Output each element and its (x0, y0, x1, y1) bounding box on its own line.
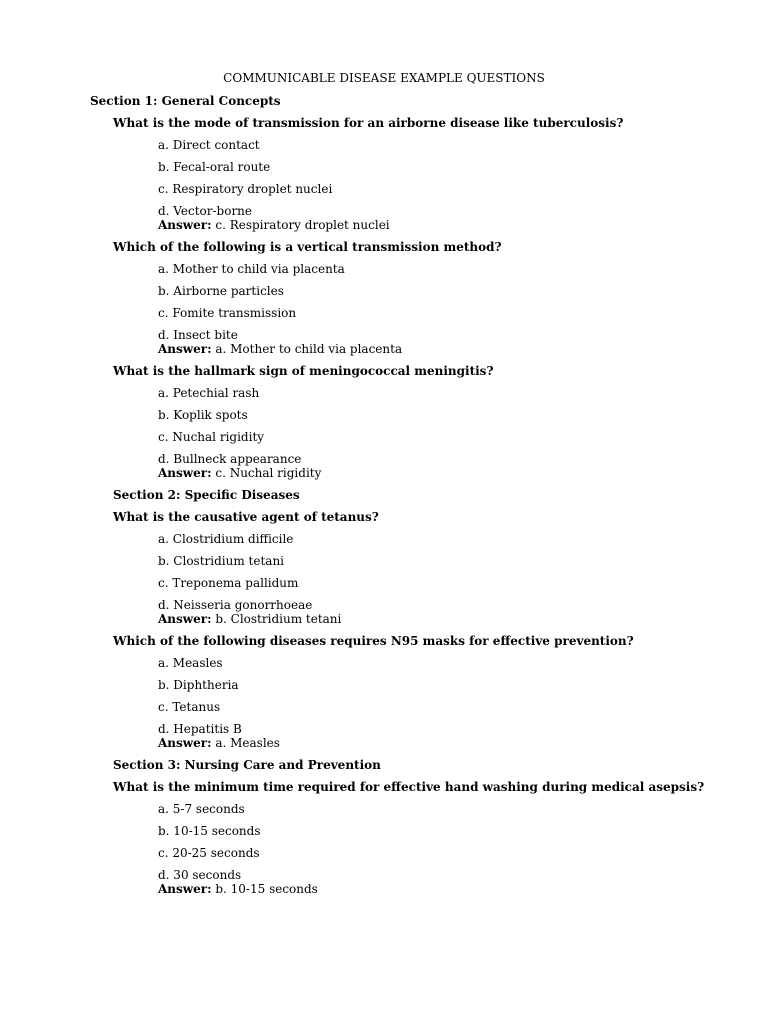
option-a: a. Measles (158, 656, 223, 670)
answer-value: c. Respiratory droplet nuclei (215, 218, 390, 232)
question-text: What is the causative agent of tetanus? (113, 510, 379, 524)
answer-label: Answer: (158, 882, 212, 896)
option-a: a. Direct contact (158, 138, 260, 152)
answer-line (158, 882, 318, 896)
answer-label: Answer: (158, 218, 212, 232)
option-c: c. Fomite transmission (158, 306, 297, 320)
answer-label: Answer: (158, 342, 212, 356)
option-d: d. Bullneck appearance (158, 452, 302, 466)
option-b: b. Diphtheria (158, 678, 239, 692)
option-d: d. Neisseria gonorrhoeae (158, 598, 313, 612)
option-c: c. Tetanus (158, 700, 221, 714)
answer-value: a. Mother to child via placenta (215, 342, 403, 356)
question-text: Which of the following is a vertical transmission method? (113, 240, 502, 254)
option-c: c. 20-25 seconds (158, 846, 260, 860)
option-b: b. Fecal-oral route (158, 160, 271, 174)
option-a: a. Clostridium difficile (158, 532, 294, 546)
answer-line (158, 466, 321, 480)
option-d: d. Hepatitis B (158, 722, 242, 736)
option-c: c. Respiratory droplet nuclei (158, 182, 333, 196)
answer-line (158, 218, 390, 232)
option-d: d. Vector-borne (158, 204, 253, 218)
option-d: d. 30 seconds (158, 868, 242, 882)
answer-value: c. Nuchal rigidity (215, 466, 322, 480)
section-heading: Section 2: Specific Diseases (113, 488, 300, 502)
question-text: Which of the following diseases requires N95 masks for effective prevention? (113, 634, 634, 648)
option-a: a. Petechial rash (158, 386, 260, 400)
option-a: a. Mother to child via placenta (158, 262, 345, 276)
document-title: COMMUNICABLE DISEASE EXAMPLE QUESTIONS (223, 71, 545, 85)
option-d: d. Insect bite (158, 328, 238, 342)
option-b: b. Airborne particles (158, 284, 284, 298)
question-text: What is the minimum time required for effective hand washing during medical asepsis? (113, 780, 705, 794)
option-b: b. Clostridium tetani (158, 554, 285, 568)
question-text: What is the mode of transmission for an airborne disease like tuberculosis? (113, 116, 624, 130)
answer-line (158, 612, 341, 626)
answer-label: Answer: (158, 612, 212, 626)
option-c: c. Treponema pallidum (158, 576, 299, 590)
section-heading: Section 3: Nursing Care and Prevention (113, 758, 381, 772)
answer-label: Answer: (158, 466, 212, 480)
option-b: b. 10-15 seconds (158, 824, 261, 838)
answer-value: b. 10-15 seconds (215, 882, 318, 896)
option-c: c. Nuchal rigidity (158, 430, 265, 444)
question-text: What is the hallmark sign of meningococcal meningitis? (113, 364, 494, 378)
answer-value: a. Measles (215, 736, 280, 750)
option-a: a. 5-7 seconds (158, 802, 245, 816)
answer-line (158, 736, 280, 750)
section-heading: Section 1: General Concepts (90, 94, 281, 108)
answer-line (158, 342, 402, 356)
answer-value: b. Clostridium tetani (215, 612, 342, 626)
option-b: b. Koplik spots (158, 408, 248, 422)
answer-label: Answer: (158, 736, 212, 750)
